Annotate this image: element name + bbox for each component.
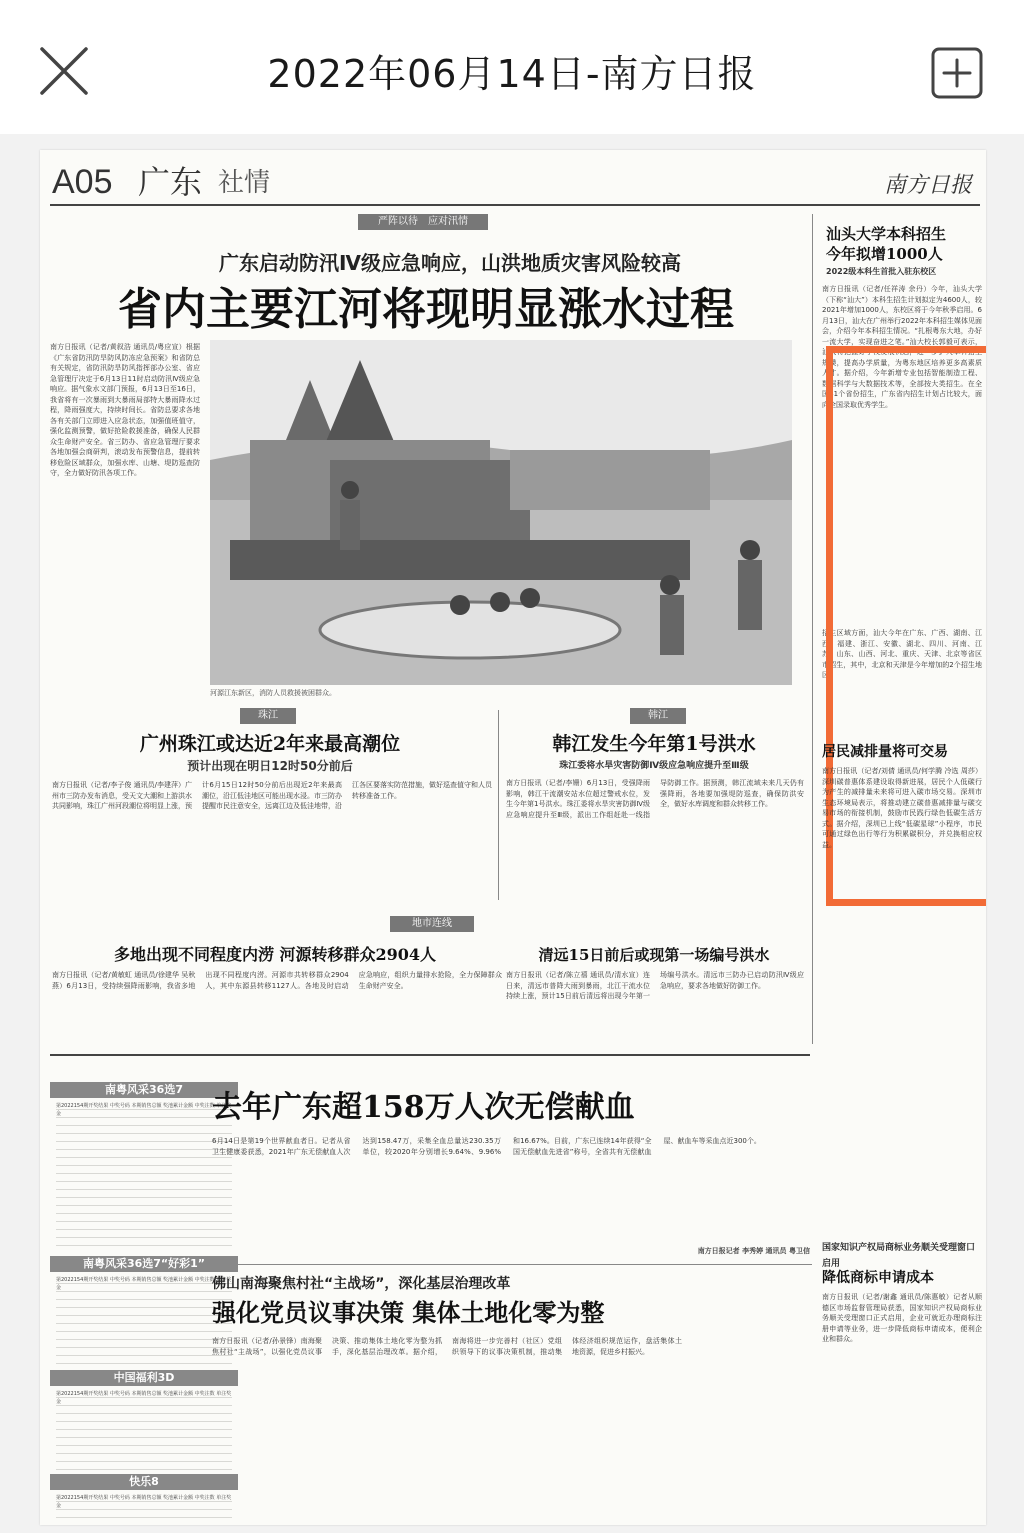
sidebar-title-line2: 今年拟增1000人 [826,245,943,263]
column-divider [498,710,499,900]
section-name: 广东 [138,163,203,201]
inland-flood-body: 南方日报讯（记者/黄敏虹 通讯员/徐建华 吴秋燕）6月13日，受持续强降雨影响，我省多地出现不同程度内涝。河源市共转移群众2904人，其中东源县转移1127人。各地及时启动应急响应，组织力量排水抢险，全力保障群众生命财产安全。 [52,971,502,990]
sidebar-title-line1: 汕头大学本科招生 [826,225,947,243]
hanjiang-headline: 韩江发生今年第1号洪水 [552,733,756,755]
lottery-head-1: 南粤风采36选7 [50,1082,238,1098]
zhujiang-body: 南方日报讯（记者/李子俊 通讯员/李建萍）广州市三防办发布消息，受天文大潮和上游洪水共同影响，珠江广州河段潮位将明显上涨，预计6月15日12时50分前后出现近2年来最高潮位，沿江低洼地区可能出现水浸。市三防办提醒市民注意安全，远离江边及低洼地带，沿江各区要落实防范措施，做好巡查值守和人员转移准备工作。 [52,781,492,810]
qingyuan-headline: 清远15日前后或现第一场编号洪水 [538,946,770,964]
qingyuan-body: 南方日报讯（记者/陈立禧 通讯员/清水宣）连日来，清远市普降大雨到暴雨，北江干流水位持续上涨，预计15日前后清远将出现今年第一场编号洪水。清远市三防办已启动防汛Ⅳ级应急响应，要求各地做好防御工作。 [506,971,804,1000]
lottery-table-3: 第2022154期开奖结果 中奖号码 本期销售总额 奖池累计金额 中奖注数 单注奖金 [56,1390,232,1470]
lottery-table-4: 第2022154期开奖结果 中奖号码 本期销售总额 奖池累计金额 中奖注数 单注奖金 [56,1494,232,1525]
column-divider [812,214,813,1044]
sidebar2-title: 居民减排量将可交易 [822,744,948,760]
lottery-head-2: 南粤风采36选7“好彩1” [50,1256,238,1272]
reform-headline: 强化党员议事决策 集体土地化零为整 [212,1298,605,1327]
sidebar-body: 南方日报讯（记者/任祥涛 余丹）今年，汕头大学（下称“汕大”）本科生招生计划拟定为4600人，较2021年增加1000人，东校区将于今年秋季启用。6月13日，汕大在广州举行2022年本科招生媒体见面会，介绍今年本科招生情况。“扎根粤东大地，办好一流大学，实现奋进之笔。”汕大校长郭毅可表示，汕大将把握好学校发展机遇，进一步扩大本科招生规模，提高办学质量，为粤东地区培养更多高素质人才。据介绍，今年新增专业包括智能制造工程、数据科学与大数据技术等，全部按大类招生。在全国31个省份招生，广东省内招生计划占比较大，面向全国录取优秀学生。 [822,285,982,409]
hanjiang-tag: 韩江 [630,708,686,724]
lead-photo-caption: 河源江东新区，消防人员救援被困群众。 [210,689,336,697]
hanjiang-body: 南方日报讯（记者/李姗）6月13日，受强降雨影响，韩江干流潮安站水位超过警戒水位，发生今年第1号洪水。珠江委将水旱灾害防御Ⅳ级应急响应提升至Ⅲ级，派出工作组赶赴一线指导防御工作。据预测，韩江流域未来几天仍有强降雨，各地要加强堤防巡查，确保防洪安全，做好水库调度和群众转移工作。 [506,779,804,819]
section-rule [212,1264,812,1265]
add-page-icon[interactable] [930,46,984,100]
blood-headline: 去年广东超158万人次无偿献血 [212,1090,635,1125]
zhujiang-tag: 珠江 [240,708,296,724]
blood-body: 6月14日是第19个世界献血者日。记者从省卫生健康委获悉，2021年广东无偿献血人次达到158.47万，采集全血总量达230.35万单位，较2020年分别增长9.64%、9.96%和16.67%。目前，广东已连续14年获得“全国无偿献血先进省”称号，全省共有无偿献血屋、献血车等采血点近300个。 [212,1137,761,1156]
inland-flood-headline: 多地出现不同程度内涝 河源转移群众2904人 [113,945,437,964]
trademark-body: 南方日报讯（记者/谢鑫 通讯员/陈惠敏）记者从顺德区市场监督管理局获悉，国家知识产权局商标业务顺关受理窗口正式启用，企业可就近办理商标注册申请等业务，进一步降低商标申请成本，便利企业和群众。 [822,1293,982,1343]
trademark-headline: 降低商标申请成本 [822,1270,934,1286]
masthead [50,162,980,202]
sidebar-subtitle: 2022级本科生首批入驻东校区 [826,267,937,276]
page-number: A05 [52,163,113,201]
sidebar2-body: 南方日报讯（记者/刘倩 通讯员/何学腾 冷选 周莎）深圳碳普惠体系建设取得新进展，居民个人低碳行为产生的减排量未来将可进入碳市场交易。深圳市生态环境局表示，将推动建立碳普惠减排量与碳交易市场的衔接机制，鼓励市民践行绿色低碳生活方式。据介绍，深圳已上线“低碳星球”小程序，市民可通过绿色出行等行为积累碳积分，并兑换相应权益。 [822,767,982,849]
newspaper-page[interactable] [40,150,986,1525]
lottery-head-3: 中国福利3D [50,1370,238,1386]
hanjiang-subhead: 珠江委将水旱灾害防御Ⅳ级应急响应提升至Ⅲ级 [559,761,749,771]
newspaper-logo: 南方日报 [883,173,972,198]
lead-photo [210,340,792,685]
lead-kicker: 广东启动防汛Ⅳ级应急响应，山洪地质灾害风险较高 [219,251,681,275]
reform-body: 南方日报讯（记者/孙景锋）南海聚焦村社“主战场”，以强化党员议事决策、推动集体土地化零为整为抓手，深化基层治理改革。据介绍，南海将进一步完善村（社区）党组织领导下的议事决策机制，推动集体经济组织规范运作，盘活集体土地资源，促进乡村振兴。 [212,1337,682,1356]
section-rule [50,1054,810,1056]
trademark-kicker: 国家知识产权局商标业务顺关受理窗口启用 [822,1243,976,1269]
close-icon[interactable] [38,45,90,97]
city-link-tag: 地市连线 [390,916,474,932]
zhujiang-subhead: 预计出现在明日12时50分前后 [187,759,353,773]
sidebar-body-regions: 招生区域方面，汕大今年在广东、广西、湖南、江西、福建、浙江、安徽、湖北、四川、河南、江苏、山东、山西、河北、重庆、天津、北京等省区市招生，其中，北京和天津是今年增加的2个招生地区。 [822,629,982,679]
window-title: 2022年06月14日-南方日报 [267,52,757,96]
lottery-head-4: 快乐8 [50,1474,238,1490]
lead-body: 南方日报讯（记者/黄叙浩 通讯员/粤应宣）根据《广东省防汛防旱防风防冻应急预案》和省防总有关规定，省防汛防旱防风指挥部办公室、省应急管理厅决定于6月13日11时启动防汛Ⅳ级应急响应。据气象水文部门预报，6月13日至16日，我省将有一次暴雨到大暴雨局部特大暴雨降水过程，降雨强度大，持续时间长。省防总要求各地各有关部门立即进入应急状态，加强值班值守，强化监测预警，做好抢险救援准备，确保人民群众生命财产安全。省三防办、省应急管理厅要求各地加强会商研判，滚动发布预警信息，提前转移危险区域群众，加强水库、山塘、堤防巡查防守，全力做好防汛各项工作。 [50,343,200,477]
masthead-rule [50,204,980,206]
zhujiang-headline: 广州珠江或达近2年来最高潮位 [139,733,401,755]
sub-section-name: 社情 [218,168,271,198]
top-bar [0,0,1024,134]
blood-byline: 南方日报记者 李秀婷 通讯员 粤卫信 [697,1247,810,1255]
lottery-table-1: 第2022154期开奖结果 中奖号码 本期销售总额 奖池累计金额 中奖注数 单注奖金 [56,1102,232,1252]
banner-tag: 严阵以待 应对汛情 [358,214,488,230]
lottery-box [50,1082,238,1509]
reform-kicker: 佛山南海聚焦村社“主战场”，深化基层治理改革 [212,1276,511,1292]
lottery-table-2: 第2022154期开奖结果 中奖号码 本期销售总额 奖池累计金额 中奖注数 单注奖金 [56,1276,232,1366]
lead-headline: 省内主要江河将现明显涨水过程 [118,284,734,335]
